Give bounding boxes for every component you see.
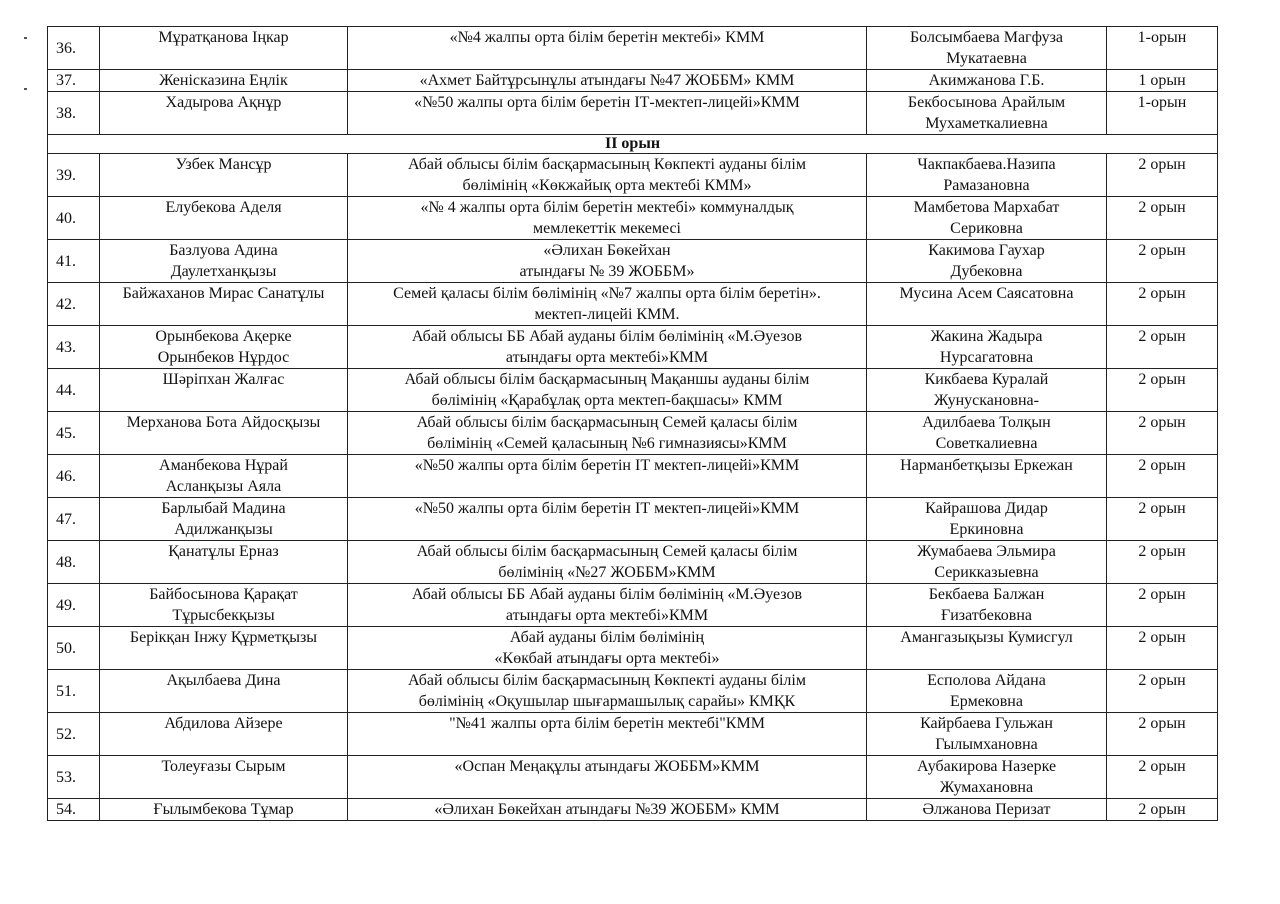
participant-name-cell xyxy=(100,70,348,92)
teacher-name-cell xyxy=(867,455,1107,498)
teacher-name-cell xyxy=(867,498,1107,541)
participant-name-cell xyxy=(100,283,348,326)
row-number: 50. xyxy=(48,627,100,670)
teacher-name-cell xyxy=(867,197,1107,240)
school-name-line: атындағы орта мектебі»КММ xyxy=(505,349,709,366)
table-row xyxy=(48,70,1218,92)
teacher-name-cell xyxy=(867,154,1107,197)
teacher-name-line: Кикбаева Куралай xyxy=(924,371,1049,388)
participant-name-line: Байбосынова Қарақат xyxy=(149,586,298,603)
school-name-cell xyxy=(348,713,867,756)
teacher-name-cell xyxy=(867,670,1107,713)
teacher-name-line: Мухаметкалиевна xyxy=(925,115,1048,132)
teacher-name-line: Нурсагатовна xyxy=(939,349,1034,366)
participant-name-cell xyxy=(100,455,348,498)
participant-name-cell xyxy=(100,369,348,412)
participant-name-line: Адилжанқызы xyxy=(174,521,273,538)
teacher-name-line: Адилбаева Толқын xyxy=(922,414,1051,431)
place-cell: 2 орын xyxy=(1107,154,1218,197)
school-name-line: «№50 жалпы орта білім беретін ІТ мектеп-лицейі»КММ xyxy=(414,500,800,517)
school-name-line: бөлімінің «Қарабұлақ орта мектеп-бақшасы» КММ xyxy=(431,392,783,409)
school-name-line: бөлімінің «№27 ЖОББМ»КММ xyxy=(498,564,716,581)
row-number: 52. xyxy=(48,713,100,756)
teacher-name-line: Болсымбаева Магфуза xyxy=(909,29,1063,46)
table-row xyxy=(48,412,1218,455)
row-number: 46. xyxy=(48,455,100,498)
teacher-name-cell xyxy=(867,756,1107,799)
participant-name-line: Орынбеков Нұрдос xyxy=(157,349,290,366)
place-cell: 2 орын xyxy=(1107,799,1218,821)
table-row xyxy=(48,197,1218,240)
row-number: 53. xyxy=(48,756,100,799)
table-row xyxy=(48,756,1218,799)
table-row xyxy=(48,627,1218,670)
table-row xyxy=(48,455,1218,498)
row-number: 39. xyxy=(48,154,100,197)
school-name-cell xyxy=(348,455,867,498)
school-name-line: бөлімінің «Оқушылар шығармашылық сарайы» КМҚК xyxy=(418,693,796,710)
teacher-name-line: Жумабаева Эльмира xyxy=(917,543,1056,560)
school-name-line: Абай облысы білім басқармасының Семей қаласы білім xyxy=(416,414,798,431)
place-cell: 1-орын xyxy=(1107,92,1218,135)
participant-name-cell xyxy=(100,412,348,455)
teacher-name-line: Мусина Асем Саясатовна xyxy=(899,285,1074,302)
teacher-name-line: Жунускановна- xyxy=(934,392,1039,409)
results-table-body xyxy=(48,27,1218,821)
section-title: II орын xyxy=(48,135,1218,154)
participant-name-cell xyxy=(100,799,348,821)
participant-name-line: Абдилова Айзере xyxy=(164,715,283,732)
teacher-name-line: Ермековна xyxy=(950,693,1023,710)
school-name-cell xyxy=(348,799,867,821)
participant-name-cell xyxy=(100,197,348,240)
teacher-name-line: Дубековна xyxy=(950,263,1023,280)
teacher-name-line: Серикказыевна xyxy=(934,564,1039,581)
school-name-cell xyxy=(348,369,867,412)
place-cell: 2 орын xyxy=(1107,455,1218,498)
results-table xyxy=(47,26,1218,821)
school-name-cell xyxy=(348,627,867,670)
school-name-cell xyxy=(348,154,867,197)
teacher-name-line: Кайрбаева Гульжан xyxy=(920,715,1053,732)
place-cell: 2 орын xyxy=(1107,670,1218,713)
school-name-cell xyxy=(348,92,867,135)
participant-name-line: Орынбекова Ақерке xyxy=(155,328,292,345)
school-name-line: «Әлихан Бөкейхан xyxy=(543,242,671,259)
teacher-name-cell xyxy=(867,799,1107,821)
place-cell: 2 орын xyxy=(1107,627,1218,670)
place-cell: 2 орын xyxy=(1107,412,1218,455)
school-name-cell xyxy=(348,584,867,627)
teacher-name-cell xyxy=(867,369,1107,412)
teacher-name-line: Кайрашова Дидар xyxy=(925,500,1048,517)
teacher-name-line: Еркиновна xyxy=(949,521,1024,538)
participant-name-line: Байжаханов Мирас Санатұлы xyxy=(122,285,325,302)
place-cell: 2 орын xyxy=(1107,240,1218,283)
participant-name-cell xyxy=(100,27,348,70)
participant-name-line: Узбек Мансұр xyxy=(175,156,272,173)
participant-name-cell xyxy=(100,92,348,135)
school-name-line: «Әлихан Бөкейхан атындағы №39 ЖОББМ» КММ xyxy=(434,801,780,818)
school-name-cell xyxy=(348,283,867,326)
table-row xyxy=(48,92,1218,135)
school-name-line: «№50 жалпы орта білім беретін ІТ мектеп-лицейі»КММ xyxy=(414,457,800,474)
place-cell: 2 орын xyxy=(1107,498,1218,541)
teacher-name-line: Мукатаевна xyxy=(946,50,1027,67)
participant-name-line: Асланқызы Аяла xyxy=(165,478,282,495)
place-cell: 2 орын xyxy=(1107,584,1218,627)
participant-name-line: Толеуғазы Сырым xyxy=(161,758,286,775)
row-number: 43. xyxy=(48,326,100,369)
table-row xyxy=(48,154,1218,197)
teacher-name-cell xyxy=(867,283,1107,326)
teacher-name-cell xyxy=(867,27,1107,70)
place-cell: 2 орын xyxy=(1107,369,1218,412)
teacher-name-cell xyxy=(867,70,1107,92)
participant-name-line: Тұрысбекқызы xyxy=(172,607,275,624)
school-name-line: «Оспан Меңақұлы атындағы ЖОББМ»КММ xyxy=(454,758,760,775)
participant-name-cell xyxy=(100,756,348,799)
school-name-cell xyxy=(348,240,867,283)
teacher-name-line: Амангазықызы Кумисгул xyxy=(900,629,1073,646)
school-name-cell xyxy=(348,541,867,584)
school-name-line: «№ 4 жалпы орта білім беретін мектебі» коммуналдық xyxy=(420,199,794,216)
table-row xyxy=(48,369,1218,412)
row-number: 42. xyxy=(48,283,100,326)
teacher-name-line: Жумахановна xyxy=(939,779,1034,796)
school-name-line: бөлімінің «Семей қаласының №6 гимназиясы»КММ xyxy=(427,435,787,452)
school-name-cell xyxy=(348,70,867,92)
teacher-name-line: Бекбосынова Арайлым xyxy=(907,94,1066,111)
school-name-line: «Көкбай атындағы орта мектебі» xyxy=(494,650,720,667)
table-row xyxy=(48,670,1218,713)
row-number: 38. xyxy=(48,92,100,135)
school-name-line: "№41 жалпы орта білім беретін мектебі"КММ xyxy=(449,715,765,732)
participant-name-line: Берікқан Інжу Құрметқызы xyxy=(129,629,318,646)
school-name-line: «Ахмет Байтұрсынұлы атындағы №47 ЖОББМ» КММ xyxy=(419,72,795,89)
teacher-name-line: Аубакирова Назерке xyxy=(916,758,1057,775)
school-name-cell xyxy=(348,670,867,713)
participant-name-line: Ақылбаева Дина xyxy=(166,672,281,689)
participant-name-line: Даулетханқызы xyxy=(170,263,277,280)
participant-name-line: Шәріпхан Жалғас xyxy=(162,371,285,388)
scan-speck xyxy=(24,37,27,39)
place-cell: 2 орын xyxy=(1107,197,1218,240)
row-number: 51. xyxy=(48,670,100,713)
school-name-line: бөлімінің «Көкжайық орта мектебі КММ» xyxy=(462,177,752,194)
teacher-name-line: Әлжанова Перизат xyxy=(922,801,1051,818)
teacher-name-line: Мамбетова Мархабат xyxy=(913,199,1060,216)
teacher-name-cell xyxy=(867,541,1107,584)
school-name-cell xyxy=(348,412,867,455)
table-row xyxy=(48,27,1218,70)
teacher-name-line: Сериковна xyxy=(950,220,1023,237)
participant-name-line: Барлыбай Мадина xyxy=(161,500,286,517)
table-row xyxy=(48,799,1218,821)
teacher-name-cell xyxy=(867,627,1107,670)
participant-name-line: Женісказина Еңлік xyxy=(159,72,288,89)
teacher-name-line: Акимжанова Г.Б. xyxy=(928,72,1045,89)
table-row xyxy=(48,240,1218,283)
teacher-name-line: Есполова Айдана xyxy=(927,672,1046,689)
school-name-line: Абай облысы білім басқармасының Мақаншы ауданы білім xyxy=(404,371,810,388)
teacher-name-cell xyxy=(867,713,1107,756)
school-name-line: атындағы № 39 ЖОББМ» xyxy=(519,263,695,280)
participant-name-cell xyxy=(100,584,348,627)
school-name-line: атындағы орта мектебі»КММ xyxy=(505,607,709,624)
place-cell: 1 орын xyxy=(1107,70,1218,92)
participant-name-cell xyxy=(100,154,348,197)
teacher-name-line: Нарманбетқызы Еркежан xyxy=(900,457,1073,474)
teacher-name-cell xyxy=(867,584,1107,627)
scan-speck xyxy=(24,88,27,90)
place-cell: 2 орын xyxy=(1107,541,1218,584)
participant-name-line: Хадырова Ақнұр xyxy=(165,94,282,111)
place-cell: 2 орын xyxy=(1107,713,1218,756)
table-row xyxy=(48,713,1218,756)
school-name-line: Абай облысы білім басқармасының Көкпекті ауданы білім xyxy=(408,156,806,173)
participant-name-cell xyxy=(100,627,348,670)
participant-name-cell xyxy=(100,240,348,283)
teacher-name-line: Чакпакбаева.Назипа xyxy=(917,156,1056,173)
teacher-name-line: Ғизатбековна xyxy=(940,607,1033,624)
school-name-line: мемлекеттік мекемесі xyxy=(533,220,681,237)
row-number: 49. xyxy=(48,584,100,627)
table-row xyxy=(48,283,1218,326)
school-name-cell xyxy=(348,756,867,799)
teacher-name-line: Рамазановна xyxy=(943,177,1030,194)
school-name-line: мектеп-лицейі КММ. xyxy=(534,306,680,323)
school-name-line: «№50 жалпы орта білім беретін ІТ-мектеп-лицейі»КММ xyxy=(414,94,800,111)
participant-name-line: Мұратқанова Іңкар xyxy=(158,29,289,46)
teacher-name-cell xyxy=(867,240,1107,283)
school-name-line: Абай облысы білім басқармасының Көкпекті ауданы білім xyxy=(408,672,806,689)
participant-name-line: Мерханова Бота Айдосқызы xyxy=(126,414,321,431)
place-cell: 2 орын xyxy=(1107,283,1218,326)
school-name-line: Семей қаласы білім бөлімінің «№7 жалпы орта білім беретін». xyxy=(393,285,821,302)
teacher-name-line: Советкалиевна xyxy=(935,435,1038,452)
place-cell: 1-орын xyxy=(1107,27,1218,70)
participant-name-cell xyxy=(100,670,348,713)
teacher-name-cell xyxy=(867,92,1107,135)
school-name-line: Абай облысы ББ Абай ауданы білім бөлімінің «М.Әуезов xyxy=(411,586,803,603)
place-cell: 2 орын xyxy=(1107,756,1218,799)
teacher-name-line: Жакина Жадыра xyxy=(930,328,1043,345)
school-name-line: Абай облысы білім басқармасының Семей қаласы білім xyxy=(416,543,798,560)
row-number: 44. xyxy=(48,369,100,412)
row-number: 47. xyxy=(48,498,100,541)
row-number: 45. xyxy=(48,412,100,455)
teacher-name-line: Какимова Гаухар xyxy=(928,242,1045,259)
school-name-line: Абай облысы ББ Абай ауданы білім бөлімінің «М.Әуезов xyxy=(411,328,803,345)
row-number: 54. xyxy=(48,799,100,821)
participant-name-cell xyxy=(100,541,348,584)
table-row xyxy=(48,584,1218,627)
school-name-line: Абай ауданы білім бөлімінің xyxy=(509,629,705,646)
participant-name-line: Базлуова Адина xyxy=(169,242,278,259)
table-row xyxy=(48,326,1218,369)
row-number: 36. xyxy=(48,27,100,70)
table-row xyxy=(48,498,1218,541)
participant-name-line: Ғылымбекова Тұмар xyxy=(153,801,294,818)
teacher-name-line: Гылымхановна xyxy=(935,736,1038,753)
school-name-line: «№4 жалпы орта білім беретін мектебі» КММ xyxy=(449,29,765,46)
row-number: 41. xyxy=(48,240,100,283)
participant-name-line: Қанатұлы Ерназ xyxy=(168,543,279,560)
row-number: 37. xyxy=(48,70,100,92)
row-number: 48. xyxy=(48,541,100,584)
table-row xyxy=(48,541,1218,584)
section-header-row xyxy=(48,135,1218,154)
teacher-name-cell xyxy=(867,412,1107,455)
participant-name-cell xyxy=(100,713,348,756)
participant-name-line: Елубекова Аделя xyxy=(165,199,282,216)
school-name-cell xyxy=(348,326,867,369)
teacher-name-line: Бекбаева Балжан xyxy=(928,586,1045,603)
participant-name-cell xyxy=(100,498,348,541)
school-name-cell xyxy=(348,498,867,541)
teacher-name-cell xyxy=(867,326,1107,369)
place-cell: 2 орын xyxy=(1107,326,1218,369)
school-name-cell xyxy=(348,27,867,70)
participant-name-cell xyxy=(100,326,348,369)
participant-name-line: Аманбекова Нұрай xyxy=(159,457,288,474)
school-name-cell xyxy=(348,197,867,240)
row-number: 40. xyxy=(48,197,100,240)
